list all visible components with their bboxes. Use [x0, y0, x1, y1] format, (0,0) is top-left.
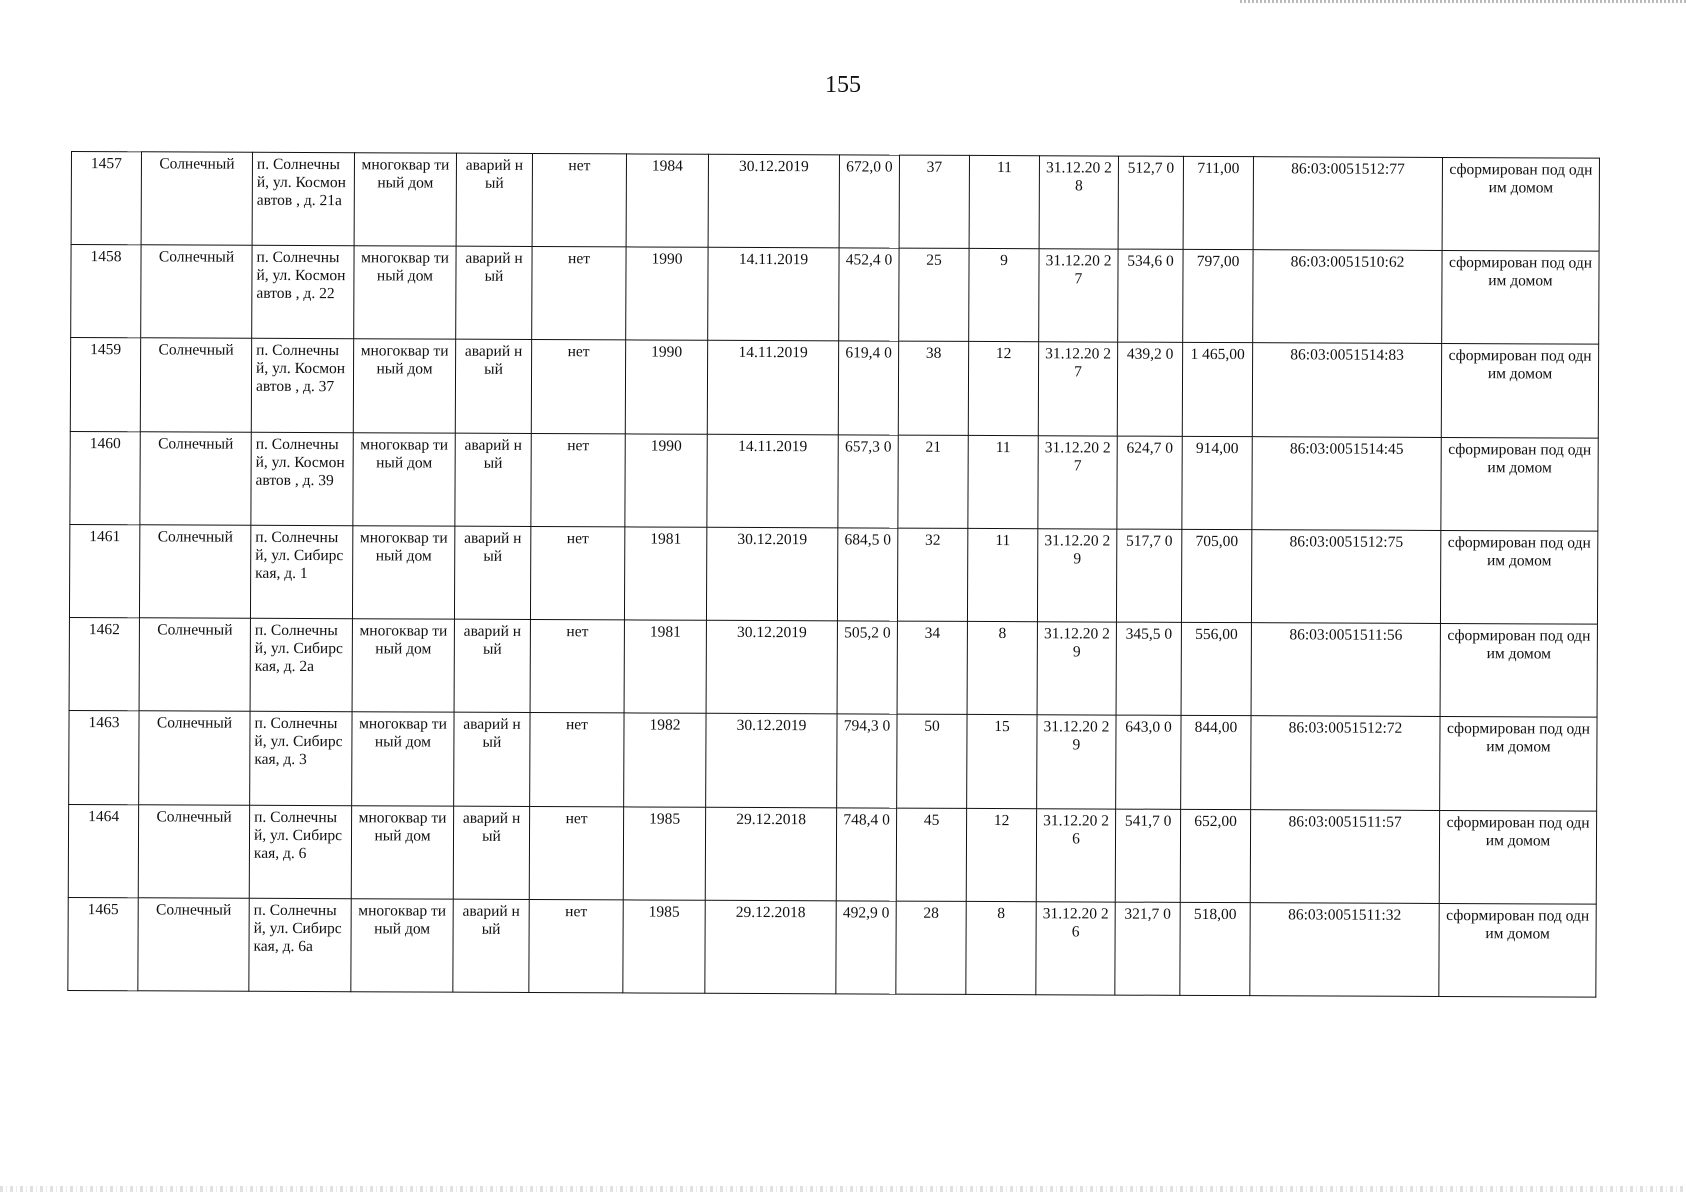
cell-num: 1463 — [69, 711, 139, 805]
cell-cadastral: 86:03:0051512:77 — [1253, 157, 1442, 251]
cell-land: сформирован под одним домом — [1441, 344, 1598, 438]
cell-area: 505,2 0 — [837, 621, 897, 714]
cell-area2: 439,2 0 — [1117, 343, 1182, 437]
registry-table — [67, 151, 1600, 998]
cell-cost: 518,00 — [1180, 902, 1250, 996]
cell-area: 452,4 0 — [839, 248, 899, 341]
cell-year: 1985 — [623, 806, 705, 900]
cell-year: 1984 — [626, 154, 708, 248]
cell-cadastral: 86:03:0051512:75 — [1251, 530, 1440, 624]
cell-settlement: Солнечный — [139, 618, 250, 712]
cell-area2: 624,7 0 — [1117, 436, 1182, 530]
cell-residents: 25 — [899, 248, 969, 342]
cell-year: 1981 — [624, 620, 706, 714]
cell-cost: 797,00 — [1183, 250, 1253, 344]
cell-date: 29.12.2018 — [705, 900, 836, 994]
cell-num: 1464 — [68, 804, 138, 898]
scan-edge-top — [1240, 0, 1686, 3]
cell-status: аварий ный — [456, 153, 532, 247]
cell-count: 11 — [968, 435, 1038, 529]
cell-settlement: Солнечный — [140, 338, 251, 432]
scan-edge-bottom — [0, 1186, 1686, 1192]
cell-num: 1461 — [69, 524, 139, 618]
cell-settlement: Солнечный — [140, 431, 251, 525]
cell-area: 794,3 0 — [837, 714, 897, 807]
cell-status: аварий ный — [453, 899, 529, 993]
cell-area: 492,9 0 — [836, 901, 896, 995]
cell-deadline: 31.12.20 26 — [1036, 808, 1115, 902]
cell-house-type: многоквар тиный дом — [354, 246, 456, 340]
cell-address: п. Солнечный, ул. Космонавтов , д. 37 — [251, 339, 353, 433]
cell-date: 30.12.2019 — [708, 154, 839, 248]
cell-flag: нет — [532, 154, 626, 248]
cell-address: п. Солнечный, ул. Сибирская, д. 6а — [249, 898, 351, 992]
cell-address: п. Солнечный, ул. Космонавтов , д. 39 — [251, 432, 353, 526]
cell-settlement: Солнечный — [139, 711, 250, 805]
cell-land: сформирован под одним домом — [1441, 437, 1598, 531]
cell-status: аварий ный — [454, 712, 530, 806]
cell-deadline: 31.12.20 29 — [1037, 529, 1116, 623]
cell-cadastral: 86:03:0051511:56 — [1251, 623, 1440, 717]
cell-house-type: многоквар тиный дом — [353, 432, 455, 526]
cell-settlement: Солнечный — [141, 152, 252, 246]
cell-settlement: Солнечный — [138, 898, 249, 992]
cell-residents: 32 — [897, 528, 967, 622]
cell-status: аварий ный — [455, 340, 531, 434]
cell-cadastral: 86:03:0051514:83 — [1252, 343, 1441, 437]
cell-settlement: Солнечный — [141, 245, 252, 339]
table-row — [71, 245, 1599, 345]
cell-area: 672,0 0 — [839, 155, 899, 248]
cell-address: п. Солнечный, ул. Сибирская, д. 3 — [250, 712, 352, 806]
cell-status: аварий ный — [454, 619, 530, 713]
cell-area2: 541,7 0 — [1115, 809, 1180, 903]
table-row — [68, 804, 1596, 904]
cell-count: 15 — [967, 715, 1037, 809]
cell-count: 8 — [967, 622, 1037, 716]
cell-settlement: Солнечный — [139, 525, 250, 619]
cell-count: 8 — [966, 901, 1036, 995]
cell-num: 1460 — [70, 431, 140, 525]
cell-residents: 21 — [898, 435, 968, 529]
cell-area: 748,4 0 — [836, 807, 896, 900]
page-number: 155 — [825, 72, 861, 98]
cell-residents: 38 — [898, 342, 968, 436]
cell-status: аварий ный — [453, 806, 529, 900]
cell-house-type: многоквар тиный дом — [354, 153, 456, 247]
cell-land: сформирован под одним домом — [1439, 810, 1596, 904]
cell-deadline: 31.12.20 29 — [1037, 622, 1116, 716]
table-row — [69, 618, 1597, 718]
cell-cost: 556,00 — [1181, 622, 1251, 716]
cell-flag: нет — [530, 713, 624, 807]
cell-land: сформирован под одним домом — [1442, 157, 1599, 251]
cell-count: 9 — [969, 249, 1039, 343]
cell-flag: нет — [532, 247, 626, 341]
cell-address: п. Солнечный, ул. Сибирская, д. 6 — [249, 805, 351, 899]
cell-area2: 512,7 0 — [1118, 156, 1183, 250]
cell-count: 12 — [966, 808, 1036, 902]
cell-address: п. Солнечный, ул. Сибирская, д. 2а — [250, 618, 352, 712]
cell-land: сформирован под одним домом — [1439, 903, 1596, 997]
cell-year: 1990 — [626, 247, 708, 341]
cell-house-type: многоквар тиный дом — [352, 619, 454, 713]
cell-cadastral: 86:03:0051511:57 — [1250, 809, 1439, 903]
cell-status: аварий ный — [455, 433, 531, 527]
cell-cadastral: 86:03:0051511:32 — [1250, 902, 1439, 996]
cell-date: 29.12.2018 — [705, 807, 836, 901]
cell-house-type: многоквар тиный дом — [352, 526, 454, 620]
cell-date: 14.11.2019 — [708, 247, 839, 341]
cell-flag: нет — [529, 899, 623, 993]
table-row — [71, 152, 1599, 252]
cell-area2: 643,0 0 — [1116, 715, 1181, 809]
table-row — [69, 524, 1597, 624]
cell-year: 1982 — [624, 713, 706, 807]
cell-year: 1990 — [625, 340, 707, 434]
cell-deadline: 31.12.20 27 — [1039, 249, 1118, 343]
cell-address: п. Солнечный, ул. Космонавтов , д. 21а — [252, 152, 354, 246]
cell-status: аварий ный — [456, 246, 532, 340]
cell-flag: нет — [531, 340, 625, 434]
cell-date: 14.11.2019 — [707, 341, 838, 435]
cell-flag: нет — [530, 526, 624, 620]
cell-count: 11 — [967, 528, 1037, 622]
cell-cadastral: 86:03:0051514:45 — [1252, 436, 1441, 530]
cell-count: 12 — [968, 342, 1038, 436]
cell-residents: 28 — [896, 901, 966, 995]
cell-cost: 1 465,00 — [1182, 343, 1252, 437]
cell-house-type: многоквар тиный дом — [352, 712, 454, 806]
cell-area: 657,3 0 — [838, 435, 898, 528]
cell-land: сформирован под одним домом — [1440, 624, 1597, 718]
table-row — [70, 338, 1598, 438]
cell-count: 11 — [969, 155, 1039, 249]
cell-date: 30.12.2019 — [706, 714, 837, 808]
cell-residents: 37 — [899, 155, 969, 249]
cell-deadline: 31.12.20 27 — [1038, 342, 1117, 436]
cell-cost: 711,00 — [1183, 156, 1253, 250]
table-row — [69, 711, 1597, 811]
cell-area2: 321,7 0 — [1115, 902, 1180, 996]
cell-date: 30.12.2019 — [706, 620, 837, 714]
table-row — [68, 897, 1596, 997]
cell-settlement: Солнечный — [138, 804, 249, 898]
cell-residents: 50 — [897, 714, 967, 808]
cell-cost: 705,00 — [1181, 529, 1251, 623]
cell-house-type: многоквар тиный дом — [353, 339, 455, 433]
cell-cost: 914,00 — [1182, 436, 1252, 530]
cell-cost: 844,00 — [1181, 716, 1251, 810]
cell-residents: 45 — [896, 808, 966, 902]
cell-deadline: 31.12.20 27 — [1038, 435, 1117, 529]
cell-flag: нет — [530, 620, 624, 714]
cell-address: п. Солнечный, ул. Сибирская, д. 1 — [250, 525, 352, 619]
cell-year: 1981 — [624, 527, 706, 621]
cell-status: аварий ный — [454, 526, 530, 620]
cell-num: 1462 — [69, 618, 139, 712]
cell-num: 1458 — [71, 245, 141, 339]
cell-area: 619,4 0 — [838, 341, 898, 434]
cell-house-type: многоквар тиный дом — [351, 898, 453, 992]
cell-date: 30.12.2019 — [706, 527, 837, 621]
cell-flag: нет — [529, 806, 623, 900]
cell-deadline: 31.12.20 26 — [1036, 901, 1115, 995]
cell-num: 1459 — [70, 338, 140, 432]
cell-cadastral: 86:03:0051510:62 — [1253, 250, 1442, 344]
cell-deadline: 31.12.20 28 — [1039, 156, 1118, 250]
cell-num: 1457 — [71, 152, 141, 246]
cell-year: 1990 — [625, 434, 707, 528]
cell-area2: 345,5 0 — [1116, 622, 1181, 716]
cell-address: п. Солнечный, ул. Космонавтов , д. 22 — [252, 246, 354, 340]
cell-land: сформирован под одним домом — [1442, 251, 1599, 345]
cell-area2: 534,6 0 — [1118, 249, 1183, 343]
cell-cadastral: 86:03:0051512:72 — [1251, 716, 1440, 810]
registry-body — [68, 152, 1600, 998]
table-row — [70, 431, 1598, 531]
cell-date: 14.11.2019 — [707, 434, 838, 528]
cell-year: 1985 — [623, 900, 705, 994]
cell-residents: 34 — [897, 621, 967, 715]
cell-area2: 517,7 0 — [1116, 529, 1181, 623]
cell-house-type: многоквар тиный дом — [351, 805, 453, 899]
cell-flag: нет — [531, 433, 625, 527]
cell-cost: 652,00 — [1180, 809, 1250, 903]
cell-area: 684,5 0 — [837, 528, 897, 621]
cell-num: 1465 — [68, 897, 138, 991]
cell-land: сформирован под одним домом — [1440, 530, 1597, 624]
cell-deadline: 31.12.20 29 — [1037, 715, 1116, 809]
cell-land: сформирован под одним домом — [1440, 717, 1597, 811]
